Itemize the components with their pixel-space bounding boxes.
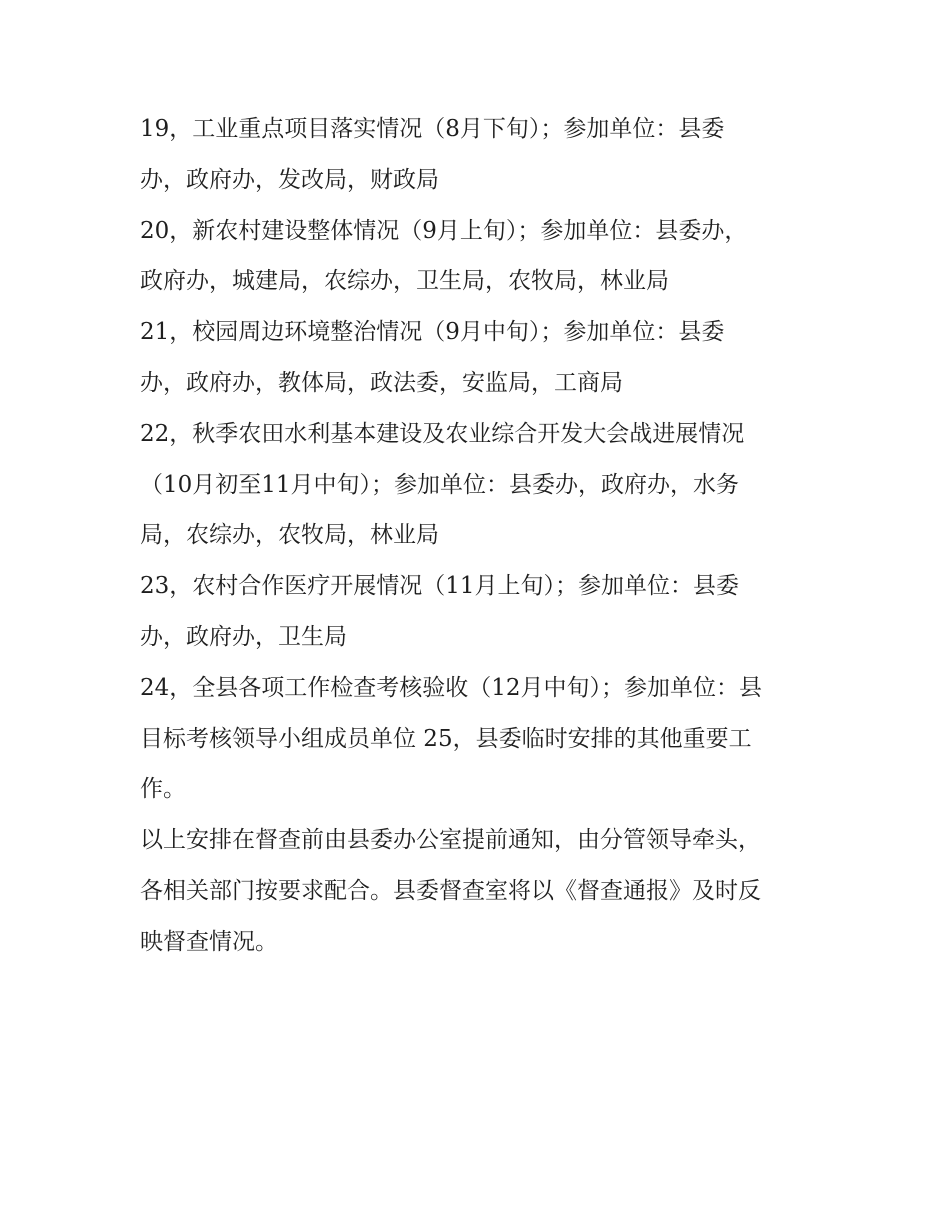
- text-line: 局，农综办，农牧局，林业局: [140, 522, 439, 549]
- text-line: 22，秋季农田水利基本建设及农业综合开发大会战进展情况: [140, 420, 745, 447]
- document-body: [140, 104, 820, 968]
- text-line: 各相关部门按要求配合。县委督查室将以《督查通报》及时反: [140, 877, 761, 904]
- text-line: 以上安排在督查前由县委办公室提前通知，由分管领导牵头，: [140, 827, 761, 854]
- text-line: 20，新农村建设整体情况（9月上旬）；参加单位：县委办，: [140, 217, 748, 244]
- text-line: （10月初至11月中旬）；参加单位：县委办，政府办，水务: [140, 471, 740, 498]
- text-line: 政府办，城建局，农综办，卫生局，农牧局，林业局: [140, 268, 669, 295]
- text-line: 24，全县各项工作检查考核验收（12月中旬）；参加单位：县: [140, 674, 763, 701]
- text-line: 办，政府办，发改局，财政局: [140, 166, 439, 193]
- text-line: 办，政府办，教体局，政法委，安监局，工商局: [140, 369, 623, 396]
- text-line: 作。: [140, 776, 186, 803]
- text-line: 23，农村合作医疗开展情况（11月上旬）；参加单位：县委: [140, 573, 740, 600]
- text-line: 19，工业重点项目落实情况（8月下旬）；参加单位：县委: [140, 116, 725, 142]
- text-line: 办，政府办，卫生局: [140, 623, 347, 650]
- text-line: 映督查情况。: [140, 928, 278, 955]
- text-line: 21，校园周边环境整治情况（9月中旬）；参加单位：县委: [140, 319, 725, 346]
- text-line: 目标考核领导小组成员单位 25，县委临时安排的其他重要工: [140, 725, 752, 752]
